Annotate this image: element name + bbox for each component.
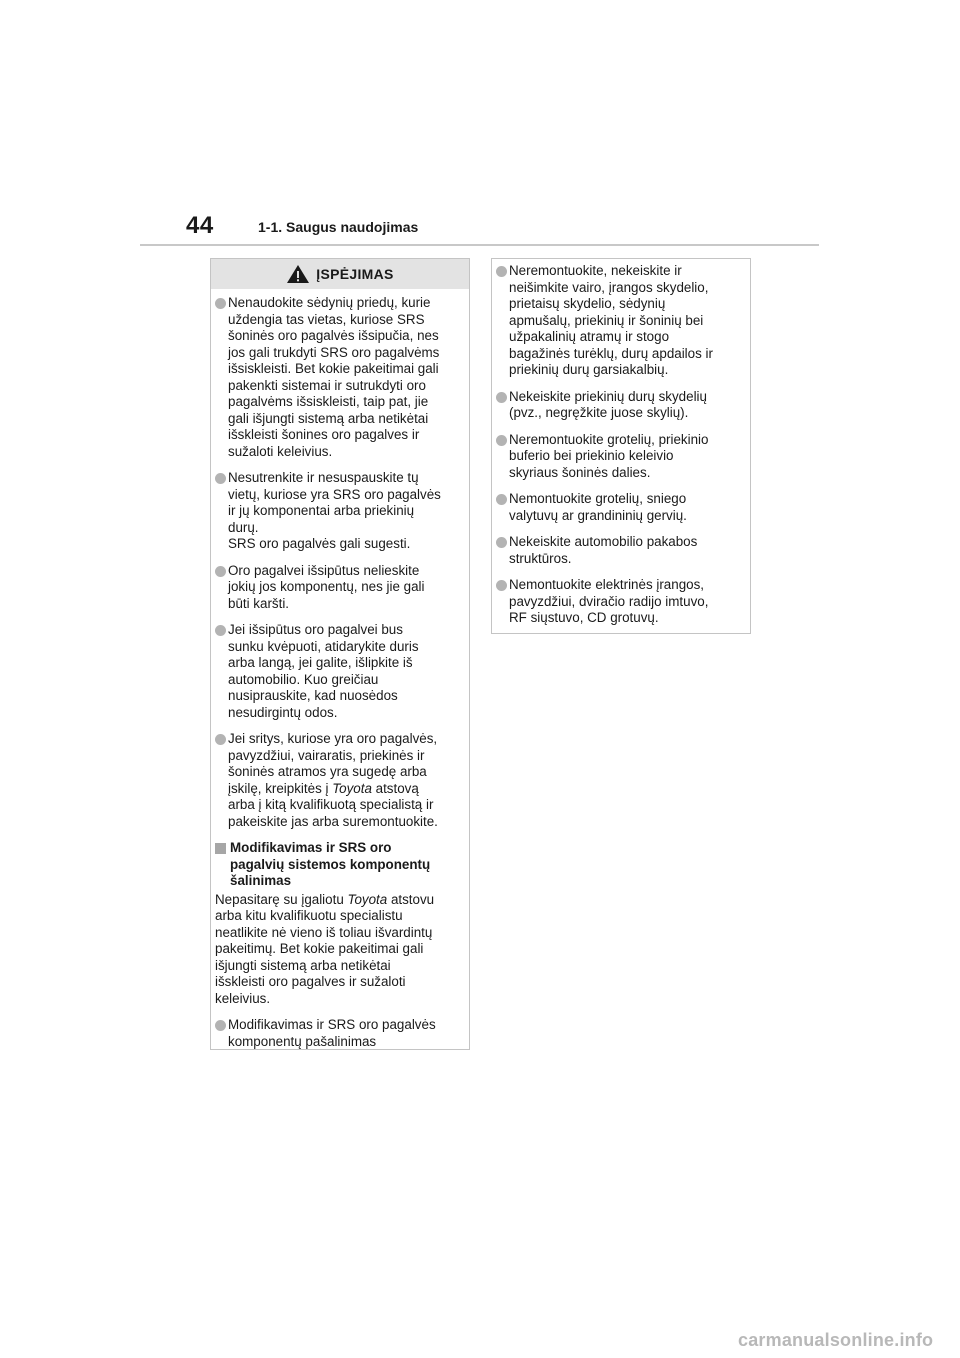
paragraph-part: Nepasitarę su įgaliotu <box>215 891 348 907</box>
list-item <box>496 389 744 422</box>
bullet-text: Nemontuokite elektrinės įrangos, pavyzdžiui, dviračio radijo imtuvo, RF siųstuvo, CD grotuvų. <box>509 577 709 625</box>
bullet-dot <box>496 266 507 277</box>
warning-title: ĮSPĖJIMAS <box>316 266 394 282</box>
bullet-dot <box>215 566 226 577</box>
bullet-text: Nenaudokite sėdynių priedų, kurie uždengia tas vietas, kuriose SRS šoninės oro pagalvės išsipučia, nes jos gali trukdyti SRS oro pagalvėms išsiskleisti. Bet kokie pakeitimai gali pakenkti sistemai ir sutrukdyti oro pagalvėms išsiskleisti, taip pat, jie gali išjungti sistemą arba netikėtai išskleisti šonines oro pagalves ir sužaloti keleivius. <box>228 295 440 459</box>
paragraph-part: atstovu arba kitu kvalifikuotu specialistu neatlikite nė vieno iš toliau išvardintų pakeitimų. Bet kokie pakeitimai gali išjungti sistemą arba netikėtai išskleisti oro pagalves ir sužaloti keleivius. <box>215 891 435 1006</box>
bullet-dot <box>496 494 507 505</box>
page-number: 44 <box>186 212 214 239</box>
list-item <box>215 470 463 553</box>
bullet-dot <box>215 734 226 745</box>
bullet-text: Nemontuokite grotelių, sniego valytuvų ar grandininių gervių. <box>509 491 687 523</box>
list-item <box>215 563 463 613</box>
list-item <box>496 432 744 482</box>
warning-triangle-icon <box>286 264 310 284</box>
bullet-text-part: Jei sritys, kuriose yra oro pagalvės, pavyzdžiui, vairaratis, priekinės ir šoninės atramos yra sugedę arba įskilę, kreipkitės į <box>228 731 438 796</box>
list-item <box>215 295 463 460</box>
subsection-heading <box>215 840 463 890</box>
list-item <box>215 731 463 830</box>
list-item <box>496 263 744 379</box>
header-divider <box>140 244 819 246</box>
list-item <box>215 622 463 721</box>
subsection-title: Modifikavimas ir SRS oro pagalvių sistemos komponentų šalinimas <box>230 840 431 888</box>
warning-content-right <box>492 259 750 627</box>
warning-header <box>211 259 469 289</box>
brand-name: Toyota <box>332 780 372 796</box>
bullet-dot <box>215 473 226 484</box>
bullet-text: Nesutrenkite ir nesuspauskite tų vietų, kuriose yra SRS oro pagalvės ir jų komponentai arba priekinių durų. SRS oro pagalvės gali sugesti. <box>228 470 441 551</box>
list-item <box>496 534 744 567</box>
list-item <box>496 577 744 627</box>
bullet-dot <box>496 435 507 446</box>
bullet-dot <box>496 537 507 548</box>
bullet-dot <box>215 298 226 309</box>
subsection-paragraph <box>215 892 463 1008</box>
bullet-text: Nekeiskite automobilio pakabos struktūros. <box>509 534 698 566</box>
bullet-text-part: atstovą arba į kitą kvalifikuotą specialistą ir pakeiskite jas arba suremontuokite. <box>228 780 438 829</box>
bullet-text: Oro pagalvei išsipūtus nelieskite jokių jos komponentų, nes jie gali būti karšti. <box>228 562 425 611</box>
bullet-text: Neremontuokite grotelių, priekinio buferio bei priekinio keleivio skyriaus šoninės dalies. <box>509 431 709 480</box>
bullet-dot <box>215 1020 226 1031</box>
warning-content-left <box>211 289 469 1050</box>
watermark: carmanualsonline.info <box>738 1330 934 1350</box>
bullet-dot <box>496 392 507 403</box>
bullet-dot <box>215 625 226 636</box>
warning-box-continued <box>491 258 751 634</box>
warning-box <box>210 258 470 1050</box>
bullet-text <box>228 731 463 830</box>
brand-name: Toyota <box>347 891 388 907</box>
bullet-text: Neremontuokite, nekeiskite ir neišimkite vairo, įrangos skydelio, prietaisų skydelio, sėdynių apmušalų, priekinių ir šoninių bei užpakalinių atramų ir stogo bagažinės turėklų, durų apdailos ir priekinių durų garsiakalbių. <box>509 263 713 377</box>
bullet-text: Nekeiskite priekinių durų skydelių (pvz., negręžkite juose skylių). <box>509 388 707 420</box>
square-bullet <box>215 843 226 854</box>
section-title: 1-1. Saugus naudojimas <box>258 219 419 235</box>
bullet-dot <box>496 580 507 591</box>
bullet-text: Modifikavimas ir SRS oro pagalvės komponentų pašalinimas <box>228 1017 436 1049</box>
bullet-text: Jei išsipūtus oro pagalvei bus sunku kvėpuoti, atidarykite duris arba langą, jei galite, išlipkite iš automobilio. Kuo greičiau nusiprauskite, kad nuosėdos nesudirgintų odos. <box>228 622 419 720</box>
list-item <box>496 491 744 524</box>
list-item <box>215 1017 463 1050</box>
